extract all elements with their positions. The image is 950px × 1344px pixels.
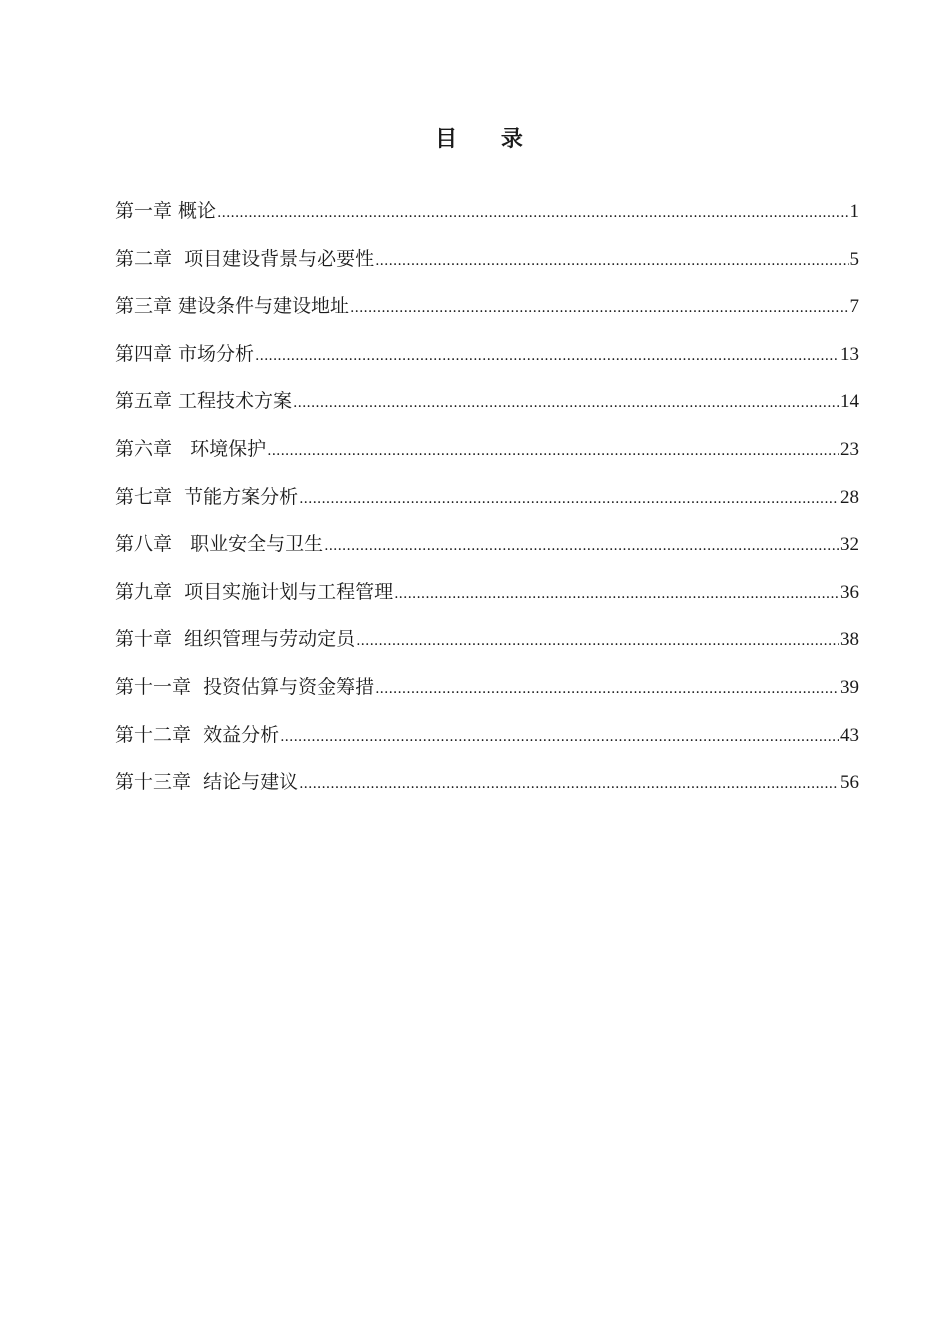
toc-entry-label: 第十章 组织管理与劳动定员	[115, 628, 356, 651]
toc-leader-dots	[299, 766, 839, 802]
toc-entry-page: 36	[840, 581, 859, 603]
toc-entry-page: 5	[849, 248, 859, 270]
toc-entry-page: 7	[849, 296, 859, 318]
toc-entry-page: 23	[840, 438, 859, 460]
toc-entry-page: 56	[840, 772, 859, 794]
toc-entry[interactable]	[115, 383, 859, 431]
toc-list	[115, 193, 859, 812]
toc-entry[interactable]	[115, 479, 859, 527]
toc-entry-label: 第十二章 效益分析	[115, 723, 280, 746]
toc-leader-dots	[375, 243, 848, 279]
toc-entry[interactable]	[115, 336, 859, 384]
toc-leader-dots	[293, 385, 839, 421]
toc-title: 目 录	[435, 126, 541, 152]
toc-entry[interactable]	[115, 241, 859, 289]
toc-entry-page: 1	[849, 201, 859, 222]
toc-entry[interactable]	[115, 526, 859, 574]
toc-leader-dots	[350, 290, 848, 326]
toc-entry-label: 第七章 节能方案分析	[115, 485, 299, 508]
toc-entry[interactable]	[115, 764, 859, 812]
toc-entry-page: 14	[840, 391, 859, 413]
toc-leader-dots	[375, 671, 839, 707]
toc-leader-dots	[324, 528, 839, 564]
toc-entry[interactable]	[115, 431, 859, 479]
toc-entry-label: 第五章 工程技术方案	[115, 390, 293, 413]
toc-entry-page: 43	[840, 724, 859, 746]
toc-entry-label: 第九章 项目实施计划与工程管理	[115, 580, 394, 603]
toc-entry-label: 第六章 环境保护	[115, 437, 267, 460]
toc-entry-page: 13	[840, 343, 859, 365]
toc-entry[interactable]	[115, 717, 859, 765]
toc-entry-label: 第十一章 投资估算与资金筹措	[115, 675, 375, 698]
toc-entry[interactable]	[115, 574, 859, 622]
toc-entry-page: 38	[840, 629, 859, 651]
toc-entry-page: 39	[840, 676, 859, 698]
toc-leader-dots	[299, 481, 839, 517]
toc-entry-label: 第八章 职业安全与卫生	[115, 533, 324, 556]
toc-leader-dots	[255, 338, 839, 374]
toc-leader-dots	[394, 576, 839, 612]
toc-entry-label: 第三章 建设条件与建设地址	[115, 295, 350, 318]
toc-leader-dots	[267, 433, 839, 469]
toc-entry[interactable]	[115, 669, 859, 717]
toc-entry-page: 32	[840, 534, 859, 556]
toc-entry-label: 第一章 概论	[115, 200, 217, 222]
toc-entry[interactable]	[115, 288, 859, 336]
toc-leader-dots	[280, 719, 839, 755]
toc-entry-label: 第二章 项目建设背景与必要性	[115, 247, 375, 270]
toc-leader-dots	[217, 195, 848, 231]
toc-entry-label: 第十三章 结论与建议	[115, 771, 299, 794]
toc-entry-label: 第四章 市场分析	[115, 342, 255, 365]
toc-entry[interactable]	[115, 193, 859, 241]
toc-leader-dots	[356, 623, 839, 659]
toc-entry[interactable]	[115, 621, 859, 669]
toc-entry-page: 28	[840, 486, 859, 508]
